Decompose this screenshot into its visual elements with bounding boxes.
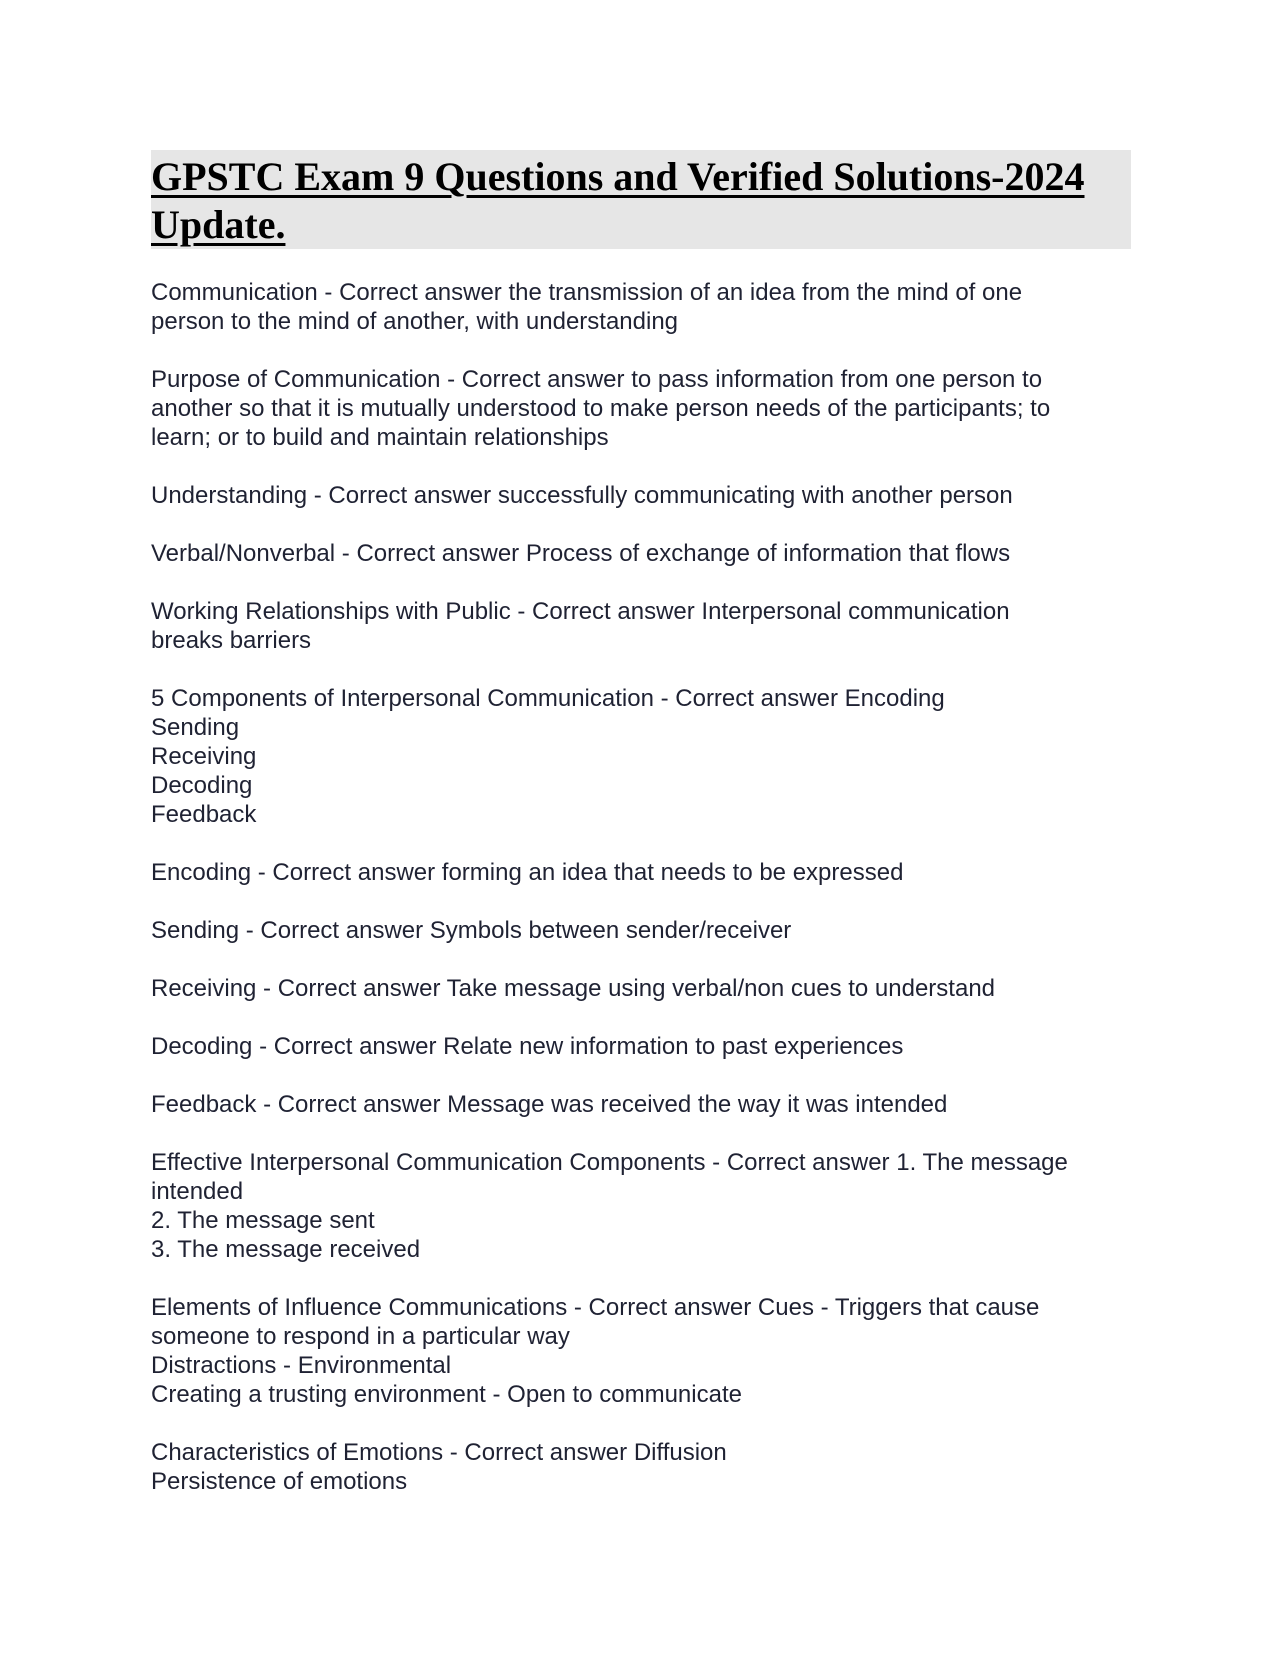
qa-entry-line: learn; or to build and maintain relationships [151,424,609,451]
qa-entry [151,858,1131,887]
qa-entry-line: Decoding [151,772,253,799]
qa-entry-line: Feedback - Correct answer Message was received the way it was intended [151,1091,948,1118]
qa-entry [151,684,1131,829]
qa-entry-line: Receiving [151,743,257,770]
qa-entry [151,539,1131,568]
qa-entry [151,597,1131,655]
qa-entry-line: Understanding - Correct answer successfully communicating with another person [151,482,1013,509]
qa-entry-line: 3. The message received [151,1236,421,1263]
qa-entry-line: another so that it is mutually understood to make person needs of the participants; to [151,395,1051,422]
qa-entry [151,365,1131,452]
qa-entry-line: Encoding - Correct answer forming an idea that needs to be expressed [151,859,904,886]
qa-entry [151,1438,1131,1496]
qa-entry-line: Persistence of emotions [151,1468,408,1495]
qa-entry-line: Decoding - Correct answer Relate new information to past experiences [151,1033,904,1060]
qa-entry-line: Communication - Correct answer the transmission of an idea from the mind of one [151,279,1023,306]
qa-entry [151,481,1131,510]
qa-entry [151,916,1131,945]
qa-entry [151,278,1131,336]
qa-entry-line: person to the mind of another, with understanding [151,308,679,335]
qa-entry-line: someone to respond in a particular way [151,1323,570,1350]
qa-entry-line: Purpose of Communication - Correct answer to pass information from one person to [151,366,1043,393]
qa-entry-line: Verbal/Nonverbal - Correct answer Process of exchange of information that flows [151,540,1011,567]
title-line: Update. [151,202,286,247]
qa-entry [151,974,1131,1003]
document-content [151,150,1131,1525]
qa-entry-line: Characteristics of Emotions - Correct answer Diffusion [151,1439,727,1466]
qa-entry-line: Effective Interpersonal Communication Components - Correct answer 1. The message [151,1149,1068,1176]
qa-entry-line: Elements of Influence Communications - Correct answer Cues - Triggers that cause [151,1294,1040,1321]
qa-entry [151,1148,1131,1264]
qa-entry-line: 5 Components of Interpersonal Communication - Correct answer Encoding [151,685,945,712]
qa-entry-line: Working Relationships with Public - Correct answer Interpersonal communication [151,598,1010,625]
qa-entry-line: Receiving - Correct answer Take message using verbal/non cues to understand [151,975,996,1002]
qa-entry-line: Sending [151,714,240,741]
qa-entry-line: Feedback [151,801,257,828]
qa-entry-line: 2. The message sent [151,1207,375,1234]
qa-entry-line: Creating a trusting environment - Open to communicate [151,1381,742,1408]
qa-entry-line: breaks barriers [151,627,312,654]
qa-entry [151,1293,1131,1409]
qa-entry-line: intended [151,1178,244,1205]
qa-entry [151,1090,1131,1119]
qa-entry-line: Distractions - Environmental [151,1352,452,1379]
document-title [151,150,1131,249]
qa-entry [151,1032,1131,1061]
qa-list [151,278,1131,1496]
title-line: GPSTC Exam 9 Questions and Verified Solutions-2024 [151,154,1085,199]
qa-entry-line: Sending - Correct answer Symbols between sender/receiver [151,917,792,944]
